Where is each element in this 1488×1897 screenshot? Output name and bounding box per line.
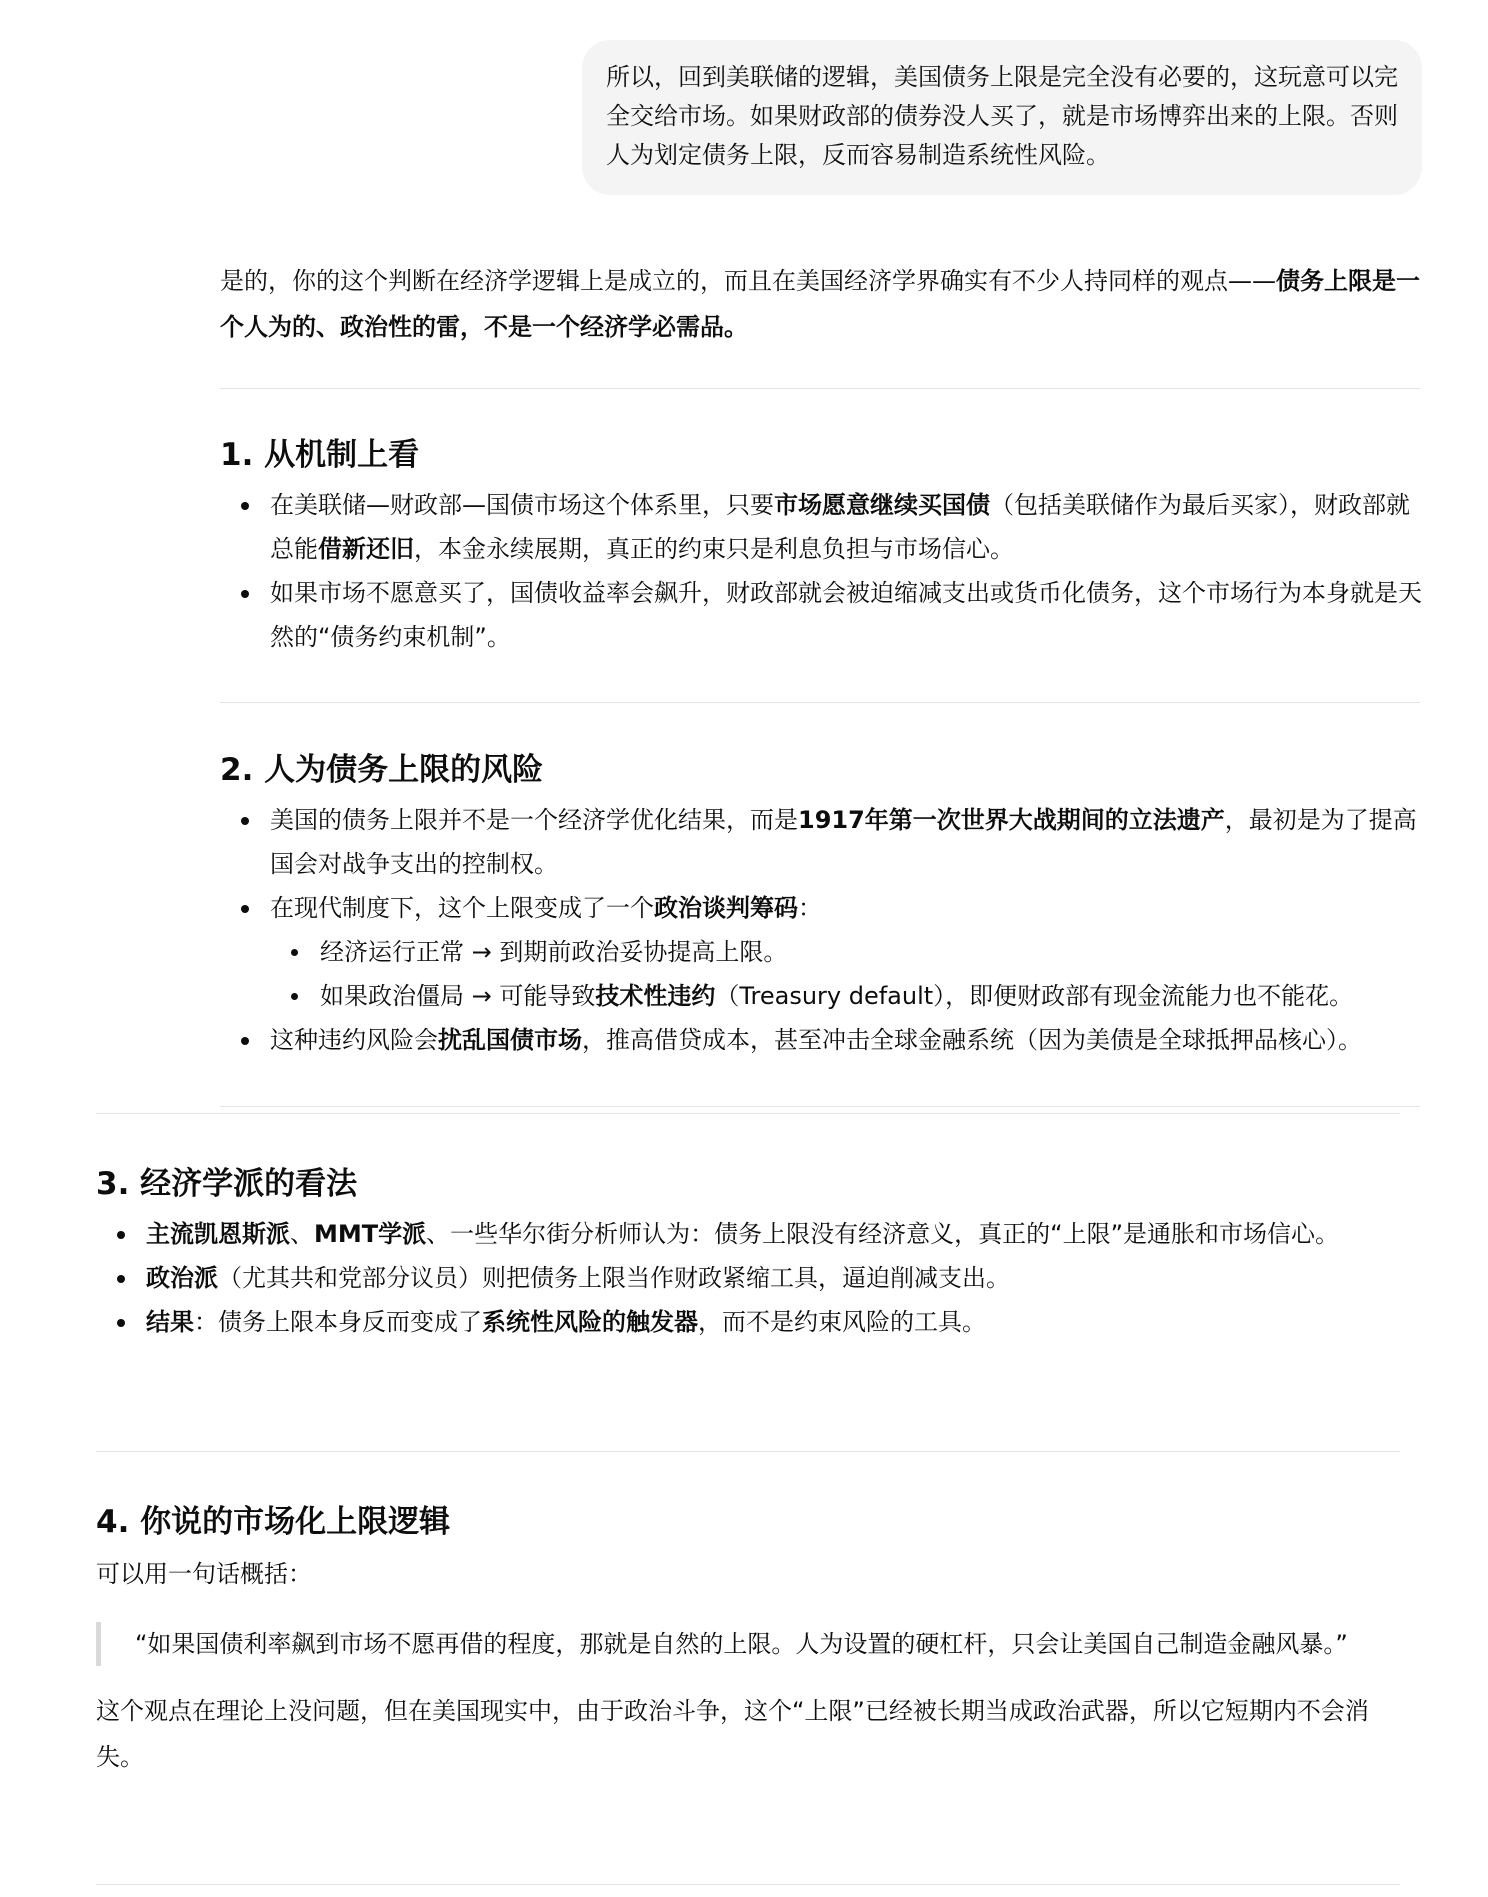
bullet-list — [220, 798, 1430, 1062]
list-item — [96, 1300, 1406, 1344]
section-risk — [220, 748, 1430, 1062]
divider — [220, 388, 1420, 389]
section-mechanism — [220, 433, 1430, 659]
bold-text: 市场愿意继续买国债 — [774, 491, 990, 519]
bold-text: 技术性违约 — [595, 982, 716, 1010]
sub-list-item — [270, 930, 1430, 974]
sub-bullet-list — [270, 930, 1430, 1018]
list-item — [220, 483, 1430, 571]
text: 经济运行正常 → 到期前政治妥协提高上限。 — [320, 938, 788, 966]
text: 如果市场不愿意买了，国债收益率会飙升，财政部就会被迫缩减支出或货币化债务，这个市场行为本身就是天然的“债务约束机制”。 — [270, 579, 1422, 651]
section-schools — [96, 1162, 1406, 1344]
text: ： — [798, 894, 822, 922]
bold-text: 政治派 — [146, 1264, 218, 1292]
bold-text: 借新还旧 — [318, 535, 414, 563]
list-item — [96, 1212, 1406, 1256]
list-item — [220, 886, 1430, 1018]
bold-text: 结果 — [146, 1308, 194, 1336]
section-title: 3. 经济学派的看法 — [96, 1166, 358, 1202]
text: 、一些华尔街分析师认为：债务上限没有经济意义，真正的“上限”是通胀和市场信心。 — [426, 1220, 1340, 1248]
sub-list-item — [270, 974, 1430, 1018]
divider — [96, 1884, 1400, 1885]
closing-paragraph: 这个观点在理论上没问题，但在美国现实中，由于政治斗争，这个“上限”已经被长期当成政治武器，所以它短期内不会消失。 — [96, 1697, 1369, 1771]
text: 在美联储—财政部—国债市场这个体系里，只要 — [270, 491, 774, 519]
text: 如果政治僵局 → 可能导致 — [320, 982, 596, 1010]
bold-text: 政治谈判筹码 — [654, 894, 798, 922]
section-title: 1. 从机制上看 — [220, 437, 420, 473]
text: 、 — [290, 1220, 314, 1248]
text: ，本金永续展期，真正的约束只是利息负担与市场信心。 — [414, 535, 1014, 563]
intro-paragraph — [220, 258, 1420, 350]
section-title: 2. 人为债务上限的风险 — [220, 752, 544, 788]
text: ，而不是约束风险的工具。 — [698, 1308, 986, 1336]
text: ，最初是为了提高国会对战争支出的控制权。 — [270, 806, 1417, 878]
divider — [220, 1106, 1420, 1107]
bullet-list — [220, 483, 1430, 659]
list-item — [220, 1018, 1430, 1062]
divider — [96, 1113, 1400, 1114]
bold-text: 系统性风险的触发器 — [482, 1308, 698, 1336]
intro-text: 是的，你的这个判断在经济学逻辑上是成立的，而且在美国经济学界确实有不少人持同样的观点—— — [220, 267, 1276, 295]
list-item — [220, 571, 1430, 659]
blockquote — [96, 1622, 1406, 1666]
text: ，推高借贷成本，甚至冲击全球金融系统（因为美债是全球抵押品核心）。 — [582, 1026, 1362, 1054]
section-market-cap — [96, 1500, 1406, 1780]
bullet-list — [96, 1212, 1406, 1344]
section-title: 4. 你说的市场化上限逻辑 — [96, 1504, 451, 1540]
bold-text: 主流凯恩斯派 — [146, 1220, 290, 1248]
text: 在现代制度下，这个上限变成了一个 — [270, 894, 654, 922]
user-message-text: 所以，回到美联储的逻辑，美国债务上限是完全没有必要的，这玩意可以完全交给市场。如果财政部的债券没人买了，就是市场博弈出来的上限。否则人为划定债务上限，反而容易制造系统性风险。 — [606, 63, 1398, 169]
text: 美国的债务上限并不是一个经济学优化结果，而是 — [270, 806, 798, 834]
quote-text: “如果国债利率飙到市场不愿再借的程度，那就是自然的上限。人为设置的硬杠杆，只会让美国自己制造金融风暴。” — [135, 1630, 1348, 1658]
divider — [96, 1451, 1400, 1452]
list-item — [96, 1256, 1406, 1300]
text: （包括美联储作为最后买家），财政部就总能 — [270, 491, 1410, 563]
text: 这种违约风险会 — [270, 1026, 438, 1054]
list-item — [220, 798, 1430, 886]
text: （尤其共和党部分议员）则把债务上限当作财政紧缩工具，逼迫削减支出。 — [218, 1264, 1010, 1292]
divider — [220, 702, 1420, 703]
bold-text: 扰乱国债市场 — [438, 1026, 582, 1054]
intro-bold: 债务上限是一个人为的、政治性的雷，不是一个经济学必需品。 — [220, 267, 1420, 341]
lead-text: 可以用一句话概括： — [96, 1560, 312, 1588]
user-message-bubble — [582, 40, 1422, 195]
text: ：债务上限本身反而变成了 — [194, 1308, 482, 1336]
text: （Treasury default），即便财政部有现金流能力也不能花。 — [715, 982, 1354, 1010]
bold-text: 1917年第一次世界大战期间的立法遗产 — [798, 806, 1225, 834]
bold-text: MMT学派 — [314, 1220, 427, 1248]
